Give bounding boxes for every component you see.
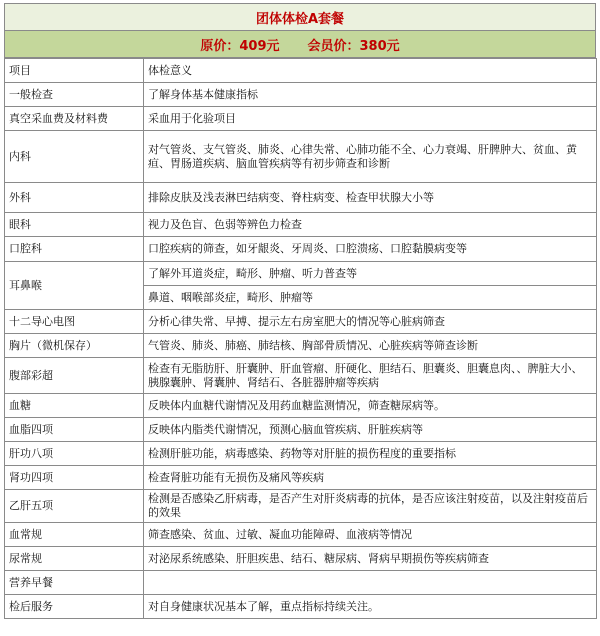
table-row (5, 183, 597, 213)
table-row (5, 358, 597, 394)
row-item: 血糖 (5, 394, 144, 418)
table-row (5, 131, 597, 183)
row-item: 乙肝五项 (5, 490, 144, 523)
table-row (5, 490, 597, 523)
row-desc: 对自身健康状况基本了解，重点指标持续关注。 (144, 595, 597, 619)
row-item: 肝功八项 (5, 442, 144, 466)
row-desc (144, 571, 597, 595)
row-item: 十二导心电图 (5, 310, 144, 334)
table-row (5, 310, 597, 334)
table-row (5, 262, 597, 286)
row-item: 检后服务 (5, 595, 144, 619)
row-item: 耳鼻喉 (5, 262, 144, 310)
row-desc: 检测肝脏功能，病毒感染、药物等对肝脏的损伤程度的重要指标 (144, 442, 597, 466)
table-row (5, 523, 597, 547)
header-desc: 体检意义 (144, 59, 597, 83)
row-item: 真空采血费及材料费 (5, 107, 144, 131)
table-row (5, 418, 597, 442)
row-desc: 排除皮肤及浅表淋巴结病变、脊柱病变、检查甲状腺大小等 (144, 183, 597, 213)
table-row (5, 547, 597, 571)
original-price: 原价：409元 (200, 38, 280, 54)
row-item: 胸片（微机保存） (5, 334, 144, 358)
row-desc: 对泌尿系统感染、肝胆疾患、结石、糖尿病、肾病早期损伤等疾病筛查 (144, 547, 597, 571)
row-desc: 采血用于化验项目 (144, 107, 597, 131)
row-item: 营养早餐 (5, 571, 144, 595)
row-desc: 筛查感染、贫血、过敏、凝血功能障碍、血液病等情况 (144, 523, 597, 547)
row-desc: 口腔疾病的筛查，如牙龈炎、牙周炎、口腔溃疡、口腔黏膜病变等 (144, 237, 597, 262)
row-item: 内科 (5, 131, 144, 183)
package-sheet (4, 3, 596, 619)
exam-table (4, 58, 597, 619)
table-row (5, 571, 597, 595)
package-title: 团体体检A套餐 (255, 11, 345, 27)
package-title-row (4, 3, 596, 31)
row-desc: 对气管炎、支气管炎、肺炎、心律失常、心肺功能不全、心力衰竭、肝脾肿大、贫血、黄疸、胃肠道疾病、脑血管疾病等有初步筛查和诊断 (144, 131, 597, 183)
row-item: 一般检查 (5, 83, 144, 107)
row-item: 腹部彩超 (5, 358, 144, 394)
header-item: 项目 (5, 59, 144, 83)
table-header-row (5, 59, 597, 83)
row-desc: 视力及色盲、色弱等辨色力检查 (144, 213, 597, 237)
row-desc: 反映体内脂类代谢情况，预测心脑血管疾病、肝脏疾病等 (144, 418, 597, 442)
table-row (5, 213, 597, 237)
table-row (5, 334, 597, 358)
member-price: 会员价：380元 (307, 38, 400, 54)
row-desc: 鼻道、咽喉部炎症，畸形、肿瘤等 (144, 286, 597, 310)
row-desc: 检查有无脂肪肝、肝囊肿、肝血管瘤、肝硬化、胆结石、胆囊炎、胆囊息肉、、脾脏大小、胰腺囊肿、肾囊肿、肾结石、各脏器肿瘤等疾病 (144, 358, 597, 394)
table-row (5, 466, 597, 490)
row-item: 外科 (5, 183, 144, 213)
row-item: 肾功四项 (5, 466, 144, 490)
row-item: 眼科 (5, 213, 144, 237)
row-desc: 气管炎、肺炎、肺癌、肺结核、胸部骨质情况、心脏疾病等筛查诊断 (144, 334, 597, 358)
row-desc: 分析心律失常、早搏、提示左右房室肥大的情况等心脏病筛查 (144, 310, 597, 334)
table-row (5, 595, 597, 619)
table-row (5, 107, 597, 131)
row-desc: 检测是否感染乙肝病毒，是否产生对肝炎病毒的抗体，是否应该注射疫苗，以及注射疫苗后的效果 (144, 490, 597, 523)
row-desc: 了解外耳道炎症，畸形、肿瘤、听力普查等 (144, 262, 597, 286)
row-item: 尿常规 (5, 547, 144, 571)
table-row (5, 394, 597, 418)
row-item: 血脂四项 (5, 418, 144, 442)
row-desc: 了解身体基本健康指标 (144, 83, 597, 107)
table-row (5, 237, 597, 262)
table-row (5, 442, 597, 466)
row-desc: 检查肾脏功能有无损伤及痛风等疾病 (144, 466, 597, 490)
table-row (5, 83, 597, 107)
price-row (4, 31, 596, 58)
row-item: 口腔科 (5, 237, 144, 262)
row-item: 血常规 (5, 523, 144, 547)
row-desc: 反映体内血糖代谢情况及用药血糖监测情况，筛查糖尿病等。 (144, 394, 597, 418)
